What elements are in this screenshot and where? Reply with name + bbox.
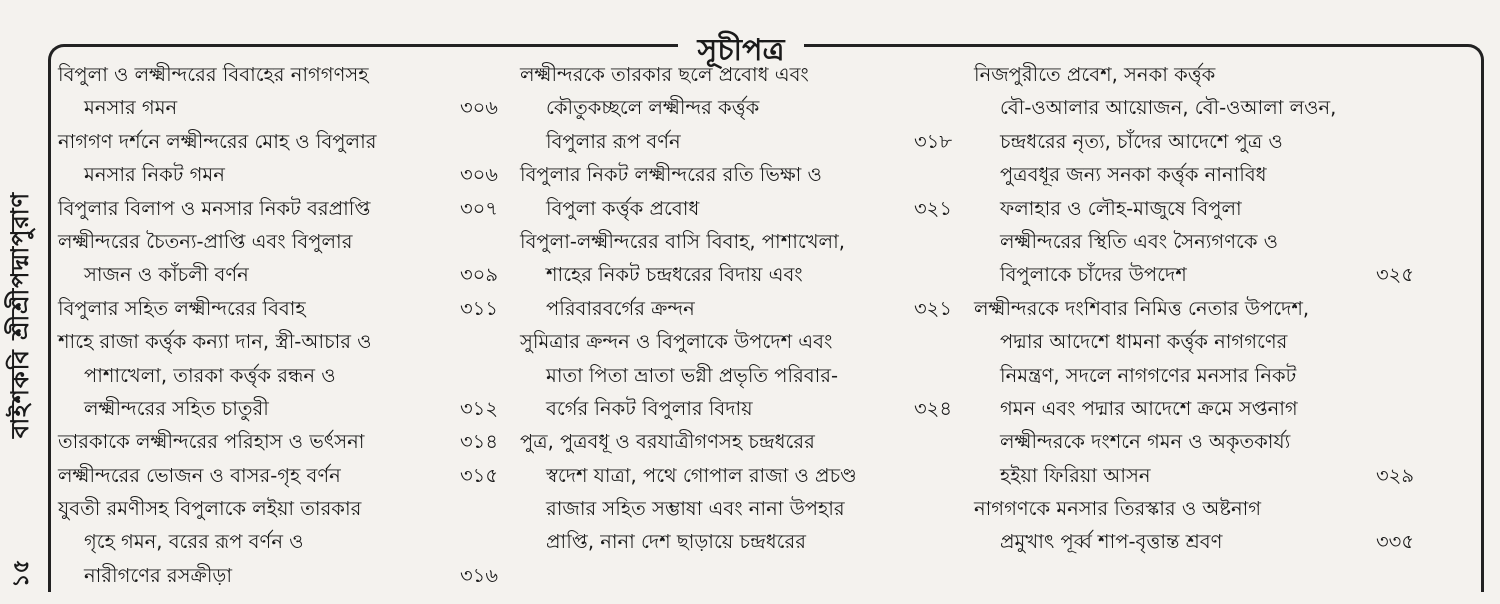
- toc-entry-page: ৩২১: [913, 296, 952, 320]
- toc-entry-text: কৌতুকচ্ছলে লক্ষ্মীন্দর কর্ত্তৃক: [546, 96, 760, 120]
- toc-entry: [520, 225, 952, 325]
- toc-entry-line: [520, 91, 952, 124]
- page-number: [4, 548, 40, 598]
- toc-entry-line: [974, 91, 1414, 124]
- toc-entry-page: ৩০৯: [459, 263, 498, 287]
- toc-entry-line: [974, 292, 1414, 325]
- toc-entry-text: সাজন ও কাঁচলী বর্ণন: [84, 263, 249, 287]
- toc-entry-text: মনসার গমন: [84, 96, 178, 120]
- toc-entry-text: গৃহে গমন, বরের রূপ বর্ণন ও: [84, 530, 304, 554]
- contents-column-2: [520, 58, 952, 559]
- toc-entry-line: [58, 91, 498, 124]
- toc-entry: [520, 158, 952, 225]
- toc-entry-text: বিপুলার নিকট লক্ষ্মীন্দরের রতি ভিক্ষা ও: [520, 163, 822, 187]
- toc-entry-text: পুত্র, পুত্রবধূ ও বরযাত্রীগণসহ চন্দ্রধরের: [520, 430, 815, 454]
- toc-entry-text: পদ্মার আদেশে ধামনা কর্ত্তৃক নাগগণের: [1000, 330, 1288, 354]
- toc-entry-line: [520, 225, 952, 258]
- toc-entry-page: ৩১৬: [459, 563, 498, 587]
- page-number-text: ১৫: [8, 558, 34, 588]
- toc-entry-page: ৩১২: [459, 396, 498, 420]
- toc-entry-page: ৩২১: [913, 196, 952, 220]
- toc-entry-line: [520, 459, 952, 492]
- toc-entry-text: বৌ-ওআলার আয়োজন, বৌ-ওআলা লওন,: [1000, 96, 1337, 120]
- toc-entry-line: [520, 192, 952, 225]
- toc-entry: [974, 492, 1414, 559]
- toc-entry-line: [58, 125, 498, 158]
- toc-entry: [520, 58, 952, 158]
- toc-entry-text: প্রাপ্তি, নানা দেশ ছাড়ায়ে চন্দ্রধরের: [546, 530, 806, 554]
- toc-entry-page: ৩০৬: [459, 96, 498, 120]
- toc-entry-line: [58, 492, 498, 525]
- toc-entry-line: [58, 359, 498, 392]
- toc-entry-text: বিপুলাকে চাঁদের উপদেশ: [1000, 263, 1187, 287]
- toc-entry-line: [974, 425, 1414, 458]
- toc-entry-line: [520, 525, 952, 558]
- toc-entry-text: নিজপুরীতে প্রবেশ, সনকা কর্ত্তৃক: [974, 63, 1216, 86]
- toc-entry-line: [58, 192, 498, 225]
- toc-entry-line: [520, 359, 952, 392]
- toc-entry-text: লক্ষ্মীন্দরের সহিত চাতুরী: [84, 396, 269, 420]
- toc-entry-line: [520, 325, 952, 358]
- toc-entry-page: ৩১৪: [460, 430, 498, 454]
- toc-entry-line: [58, 58, 498, 91]
- toc-entry-line: [974, 525, 1414, 558]
- toc-entry-text: মাতা পিতা ভ্রাতা ভগ্নী প্রভৃতি পরিবার-: [546, 363, 839, 387]
- toc-entry-line: [974, 359, 1414, 392]
- toc-entry-line: [520, 492, 952, 525]
- toc-entry-line: [520, 292, 952, 325]
- toc-entry-text: যুবতী রমণীসহ বিপুলাকে লইয়া তারকার: [58, 497, 362, 521]
- toc-entry-page: ৩২৯: [1375, 463, 1414, 487]
- toc-entry-page: ৩১৫: [460, 463, 498, 487]
- toc-entry-line: [520, 125, 952, 158]
- toc-entry-line: [974, 459, 1414, 492]
- toc-entry-text: পাশাখেলা, তারকা কর্ত্তৃক রন্ধন ও: [84, 363, 336, 387]
- toc-entry-text: মনসার নিকট গমন: [84, 163, 225, 187]
- toc-entry: [58, 459, 498, 492]
- toc-entry-line: [974, 258, 1414, 291]
- toc-entry-text: গমন এবং পদ্মার আদেশে ক্রমে সপ্তনাগ: [1000, 396, 1298, 420]
- toc-entry-text: স্বদেশ যাত্রা, পথে গোপাল রাজা ও প্রচণ্ড: [546, 463, 857, 487]
- contents-column-1: [58, 58, 498, 592]
- toc-entry-line: [58, 392, 498, 425]
- toc-entry-line: [974, 58, 1414, 91]
- toc-entry-text: তারকাকে লক্ষ্মীন্দরের পরিহাস ও ভর্ৎসনা: [58, 430, 365, 454]
- toc-entry-line: [58, 425, 498, 458]
- toc-entry: [58, 292, 498, 325]
- toc-entry-page: ৩২৪: [913, 396, 952, 420]
- spine-title-text: বাইশকবি শ্রীশ্রীপদ্মাপুরাণ: [6, 191, 35, 439]
- toc-entry-line: [58, 525, 498, 558]
- toc-entry-line: [974, 225, 1414, 258]
- toc-entry: [58, 58, 498, 125]
- toc-entry-line: [58, 225, 498, 258]
- toc-entry-line: [974, 125, 1414, 158]
- toc-entry-line: [974, 192, 1414, 225]
- contents-title-text: সূচীপত্র: [697, 32, 785, 68]
- toc-entry-text: লক্ষ্মীন্দরের ভোজন ও বাসর-গৃহ বর্ণন: [58, 463, 341, 487]
- toc-entry-line: [58, 325, 498, 358]
- toc-entry: [58, 225, 498, 292]
- toc-entry-text: বিপুলা-লক্ষ্মীন্দরের বাসি বিবাহ, পাশাখেলা,: [520, 229, 845, 253]
- toc-entry-text: লক্ষ্মীন্দরের চৈতন্য-প্রাপ্তি এবং বিপুলার: [58, 229, 353, 253]
- toc-entry: [974, 58, 1414, 292]
- toc-entry-line: [520, 392, 952, 425]
- toc-entry-page: ৩০৬: [459, 163, 498, 187]
- toc-entry-line: [58, 158, 498, 191]
- toc-entry-line: [974, 325, 1414, 358]
- toc-entry-page: ৩২৫: [1375, 263, 1414, 287]
- toc-entry: [974, 292, 1414, 492]
- toc-entry-page: ৩৩৫: [1375, 530, 1414, 554]
- toc-entry-text: প্রমুখাৎ পূর্ব্ব শাপ-বৃত্তান্ত শ্রবণ: [1000, 530, 1223, 554]
- toc-entry: [58, 325, 498, 425]
- toc-entry-line: [58, 292, 498, 325]
- toc-entry-text: শাহে রাজা কর্ত্তৃক কন্যা দান, স্ত্রী-আচার ও: [58, 330, 372, 354]
- toc-entry-text: লক্ষ্মীন্দরকে তারকার ছলে প্রবোধ এবং: [520, 63, 809, 86]
- toc-entry: [58, 192, 498, 225]
- toc-entry-text: বিপুলা কর্ত্তৃক প্রবোধ: [546, 196, 700, 220]
- toc-entry: [58, 125, 498, 192]
- toc-entry: [58, 492, 498, 592]
- toc-entry-text: রাজার সহিত সম্ভাষা এবং নানা উপহার: [546, 497, 845, 521]
- toc-entry-line: [58, 258, 498, 291]
- toc-entry-line: [58, 559, 498, 592]
- toc-entry-page: ৩০৭: [459, 196, 498, 220]
- toc-entry-text: বিপুলার বিলাপ ও মনসার নিকট বরপ্রাপ্তি: [58, 196, 371, 220]
- toc-entry-text: পরিবারবর্গের ক্রন্দন: [546, 296, 695, 320]
- toc-entry-text: লক্ষ্মীন্দরকে দংশিবার নিমিত্ত নেতার উপদেশ,: [974, 296, 1310, 320]
- toc-entry-line: [974, 158, 1414, 191]
- toc-entry-text: বিপুলার রূপ বর্ণন: [546, 129, 681, 153]
- toc-entry-text: বিপুলা ও লক্ষ্মীন্দরের বিবাহের নাগগণসহ: [58, 63, 369, 86]
- toc-entry-text: নাগগণ দর্শনে লক্ষ্মীন্দরের মোহ ও বিপুলার: [58, 129, 377, 153]
- toc-entry-text: নাগগণকে মনসার তিরস্কার ও অষ্টনাগ: [974, 497, 1262, 521]
- toc-entry-text: সুমিত্রার ক্রন্দন ও বিপুলাকে উপদেশ এবং: [520, 330, 833, 354]
- toc-entry-text: ফলাহার ও লৌহ-মাজুষে বিপুলা: [1000, 196, 1242, 220]
- toc-entry-text: পুত্রবধূর জন্য সনকা কর্ত্তৃক নানাবিধ: [1000, 163, 1267, 187]
- toc-entry-text: হইয়া ফিরিয়া আসন: [1000, 463, 1151, 487]
- toc-entry-text: বর্গের নিকট বিপুলার বিদায়: [546, 396, 753, 420]
- spine-title: [2, 150, 42, 480]
- toc-entry-text: নারীগণের রসক্রীড়া: [84, 563, 232, 587]
- toc-entry-page: ৩১৮: [914, 129, 952, 153]
- toc-entry-line: [520, 58, 952, 91]
- toc-entry: [58, 425, 498, 458]
- contents-column-3: [974, 58, 1414, 559]
- toc-entry-text: বিপুলার সহিত লক্ষ্মীন্দরের বিবাহ: [58, 296, 306, 320]
- toc-entry-text: চন্দ্রধরের নৃত্য, চাঁদের আদেশে পুত্র ও: [1000, 129, 1283, 153]
- toc-entry-text: নিমন্ত্রণ, সদলে নাগগণের মনসার নিকট: [1000, 363, 1297, 387]
- toc-entry-page: ৩১১: [460, 296, 498, 320]
- toc-entry-text: শাহের নিকট চন্দ্রধরের বিদায় এবং: [546, 263, 803, 287]
- toc-entry: [520, 425, 952, 559]
- toc-entry-line: [974, 392, 1414, 425]
- toc-entry: [520, 325, 952, 425]
- toc-entry-line: [58, 459, 498, 492]
- toc-entry-line: [520, 158, 952, 191]
- toc-entry-line: [974, 492, 1414, 525]
- toc-entry-line: [520, 258, 952, 291]
- toc-entry-line: [520, 425, 952, 458]
- toc-entry-text: লক্ষ্মীন্দরকে দংশনে গমন ও অকৃতকার্য্য: [1000, 430, 1291, 454]
- toc-entry-text: লক্ষ্মীন্দরের স্থিতি এবং সৈন্যগণকে ও: [1000, 229, 1279, 253]
